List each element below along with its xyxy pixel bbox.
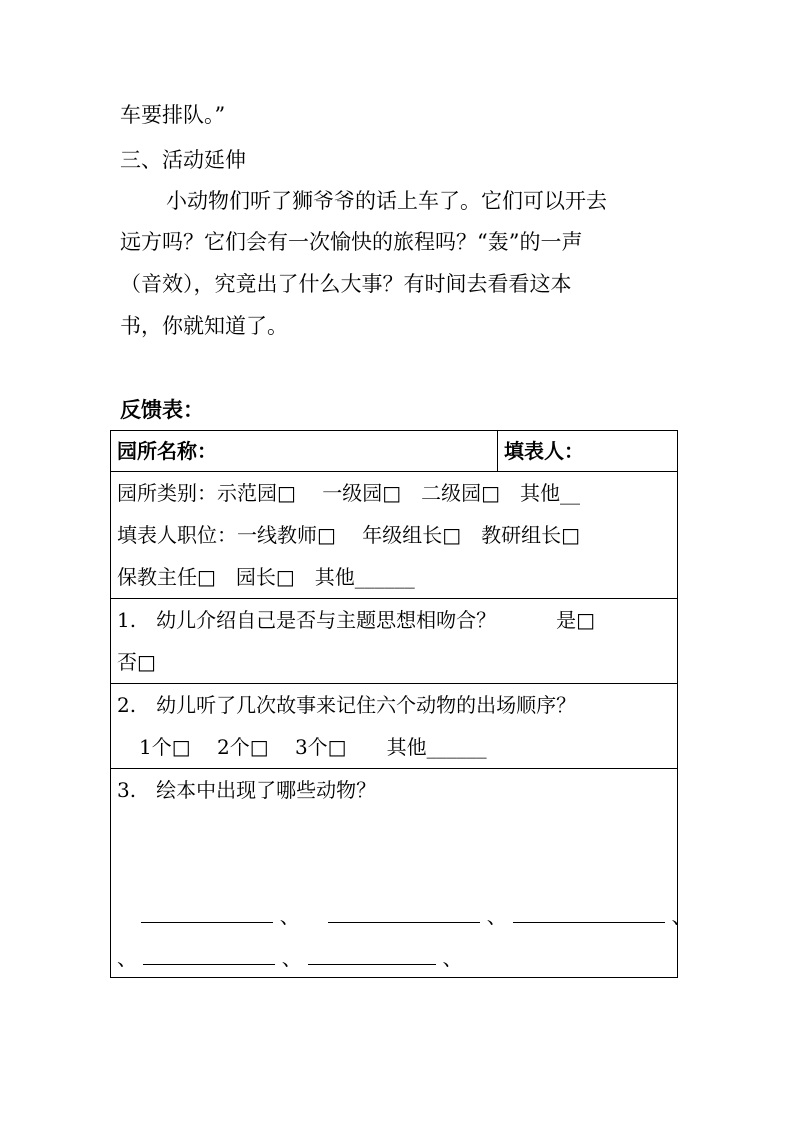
answer-blank[interactable]: [328, 896, 480, 923]
answer-row-2: [117, 937, 462, 979]
feedback-table: [110, 430, 692, 978]
filler-field[interactable]: [498, 431, 678, 472]
section-heading: 三、活动延伸: [120, 148, 246, 172]
question-1-cell: [111, 599, 678, 684]
answer-blank[interactable]: [513, 896, 665, 923]
separator: 、: [281, 946, 302, 970]
paragraph-line: （音效），究竟出了什么大事？有时间去看看这本: [120, 272, 572, 296]
question-2-text: 2. 幼儿听了几次故事来记住六个动物的出场顺序？: [117, 693, 577, 717]
question-2-cell: [111, 684, 678, 769]
kindergarten-name-label: 园所名称：: [117, 439, 217, 463]
separator: 、: [671, 904, 692, 928]
category-line: 园所类别：示范园□ 一级园□ 二级园□ 其他__: [117, 481, 581, 505]
question-3-cell: [111, 769, 692, 978]
question-2-options: 1个□ 2个□ 3个□ 其他______: [139, 735, 487, 759]
feedback-title: 反馈表：: [120, 397, 204, 422]
paragraph-line: 小动物们听了狮爷爷的话上车了。它们可以开去: [166, 189, 607, 213]
paragraph-line: 远方吗？它们会有一次愉快的旅程吗？“轰”的一声: [120, 230, 583, 254]
question-1-option: 否□: [117, 650, 156, 674]
answer-blank[interactable]: [141, 896, 273, 923]
filler-label: 填表人：: [504, 439, 584, 463]
position-line: 填表人职位：一线教师□ 年级组长□ 教研组长□: [117, 523, 581, 547]
answer-blank[interactable]: [143, 938, 275, 965]
separator: 、: [486, 904, 507, 928]
separator: 、: [442, 946, 463, 970]
paragraph-line: 书，你就知道了。: [120, 314, 288, 338]
separator: 、: [279, 904, 300, 928]
separator: 、: [117, 946, 137, 970]
answer-blank[interactable]: [308, 938, 436, 965]
question-3-text: 3. 绘本中出现了哪些动物？: [117, 778, 377, 802]
category-position-cell: [111, 472, 678, 599]
position-line: 保教主任□ 园长□ 其他______: [117, 565, 415, 589]
kindergarten-name-field[interactable]: [111, 431, 498, 472]
answer-row-1: [117, 895, 692, 937]
paragraph-line: 车要排队。”: [120, 103, 226, 127]
question-1-text: 1. 幼儿介绍自己是否与主题思想相吻合？ 是□: [117, 608, 595, 632]
